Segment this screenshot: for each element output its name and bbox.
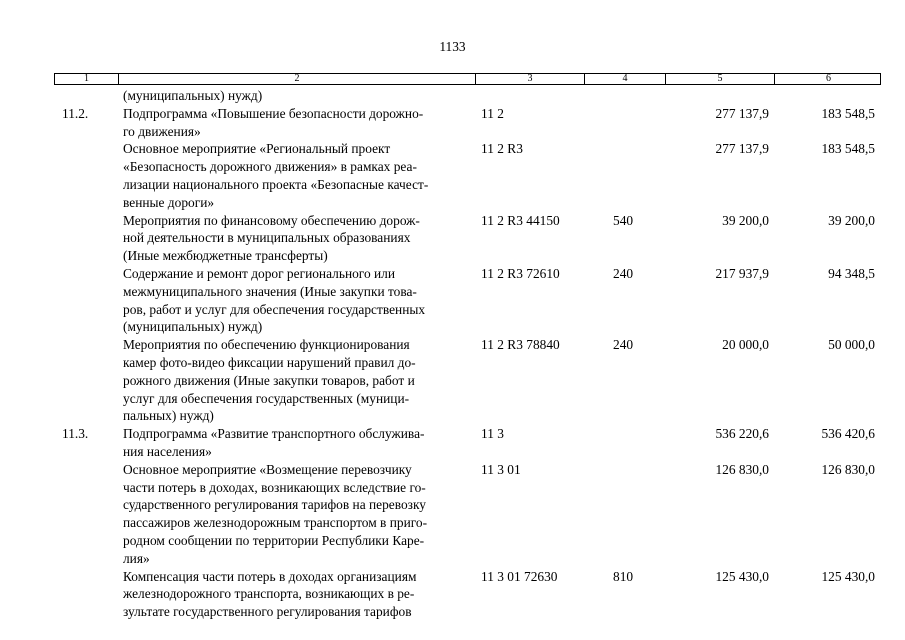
description-line: (муниципальных) нужд) bbox=[123, 88, 263, 103]
description-line: пальных) нужд) bbox=[123, 408, 214, 424]
amount-col-6: 183 548,5 bbox=[821, 141, 875, 157]
row-description bbox=[123, 105, 473, 141]
header-col-2: 2 bbox=[119, 74, 476, 84]
page-number: 1133 bbox=[439, 39, 466, 54]
description-line: Подпрограмма «Развитие транспортного обслужива- bbox=[123, 426, 425, 442]
header-col-1: 1 bbox=[55, 74, 119, 84]
budget-code: 11 2 R3 bbox=[481, 141, 523, 157]
budget-code: 11 3 01 bbox=[481, 461, 521, 477]
expense-type: 240 bbox=[613, 266, 634, 281]
amount-col-5: 536 220,6 bbox=[715, 426, 769, 442]
table-header bbox=[54, 73, 881, 85]
expense-type: 810 bbox=[613, 568, 634, 584]
amount-col-6: 94 348,5 bbox=[828, 266, 875, 281]
amount-col-5: 126 830,0 bbox=[715, 461, 769, 477]
description-line: ной деятельности в муниципальных образованиях bbox=[123, 230, 411, 246]
description-line: лизации национального проекта «Безопасные качест- bbox=[123, 176, 429, 192]
description-line: (Иные межбюджетные трансферты) bbox=[123, 248, 328, 264]
expense-type: 540 bbox=[613, 212, 634, 228]
row-description bbox=[123, 461, 473, 568]
row-description bbox=[123, 87, 473, 105]
description-line: камер фото-видео фиксации нарушений правил до- bbox=[123, 354, 416, 370]
budget-code: 11 2 R3 72610 bbox=[481, 266, 560, 281]
amount-col-6: 536 420,6 bbox=[821, 426, 875, 442]
row-number: 11.2. bbox=[62, 105, 89, 121]
description-line: ния населения» bbox=[123, 443, 212, 459]
amount-col-5: 39 200,0 bbox=[722, 212, 769, 228]
row-description bbox=[123, 568, 473, 621]
description-line: части потерь в доходах, возникающих вследствие го- bbox=[123, 479, 426, 495]
description-line: Содержание и ремонт дорог регионального или bbox=[123, 266, 396, 281]
row-description bbox=[123, 336, 473, 425]
header-col-3: 3 bbox=[476, 74, 585, 84]
header-col-4: 4 bbox=[585, 74, 666, 84]
description-line: Мероприятия по обеспечению функционирования bbox=[123, 337, 410, 353]
amount-col-6: 126 830,0 bbox=[821, 461, 875, 477]
description-line: венные дороги» bbox=[123, 194, 215, 210]
description-line: рожного движения (Иные закупки товаров, работ и bbox=[123, 372, 415, 388]
description-line: (муниципальных) нужд) bbox=[123, 319, 263, 335]
description-line: зультате государственного регулирования тарифов bbox=[123, 604, 412, 620]
row-description bbox=[123, 212, 473, 265]
header-col-5: 5 bbox=[666, 74, 775, 84]
description-line: «Безопасность дорожного движения» в рамках реа- bbox=[123, 159, 417, 175]
amount-col-6: 183 548,5 bbox=[821, 105, 875, 121]
budget-code: 11 3 01 72630 bbox=[481, 568, 558, 584]
budget-code: 11 3 bbox=[481, 426, 504, 442]
description-line: го движения» bbox=[123, 123, 201, 139]
row-description bbox=[123, 425, 473, 461]
budget-code: 11 2 bbox=[481, 105, 504, 121]
description-line: родном сообщении по территории Республики Каре- bbox=[123, 532, 425, 548]
amount-col-6: 39 200,0 bbox=[828, 212, 875, 228]
budget-code: 11 2 R3 44150 bbox=[481, 212, 560, 228]
amount-col-6: 50 000,0 bbox=[828, 337, 875, 353]
description-line: Подпрограмма «Повышение безопасности дорожно- bbox=[123, 105, 424, 121]
amount-col-5: 217 937,9 bbox=[715, 266, 769, 281]
amount-col-5: 125 430,0 bbox=[715, 568, 769, 584]
expense-type: 240 bbox=[613, 337, 634, 353]
row-number: 11.3. bbox=[62, 426, 89, 442]
description-line: услуг для обеспечения государственных (муници- bbox=[123, 390, 410, 406]
amount-col-5: 277 137,9 bbox=[715, 141, 769, 157]
row-description bbox=[123, 265, 473, 336]
description-line: пассажиров железнодорожным транспортом в приго- bbox=[123, 515, 428, 531]
budget-code: 11 2 R3 78840 bbox=[481, 337, 560, 353]
description-line: железнодорожного транспорта, возникающих в ре- bbox=[123, 586, 415, 602]
description-line: межмуниципального значения (Иные закупки това- bbox=[123, 283, 417, 299]
description-line: Основное мероприятие «Региональный проект bbox=[123, 141, 391, 157]
description-line: Мероприятия по финансовому обеспечению дорож- bbox=[123, 212, 420, 228]
description-line: лия» bbox=[123, 550, 150, 566]
amount-col-5: 277 137,9 bbox=[715, 105, 769, 121]
description-line: Компенсация части потерь в доходах организациям bbox=[123, 568, 417, 584]
description-line: сударственного регулирования тарифов на перевозку bbox=[123, 497, 426, 513]
row-description bbox=[123, 140, 473, 211]
description-line: Основное мероприятие «Возмещение перевозчику bbox=[123, 461, 412, 477]
description-line: ров, работ и услуг для обеспечения государственных bbox=[123, 301, 426, 317]
header-col-6: 6 bbox=[826, 73, 831, 84]
amount-col-6: 125 430,0 bbox=[821, 568, 875, 584]
amount-col-5: 20 000,0 bbox=[722, 337, 769, 353]
